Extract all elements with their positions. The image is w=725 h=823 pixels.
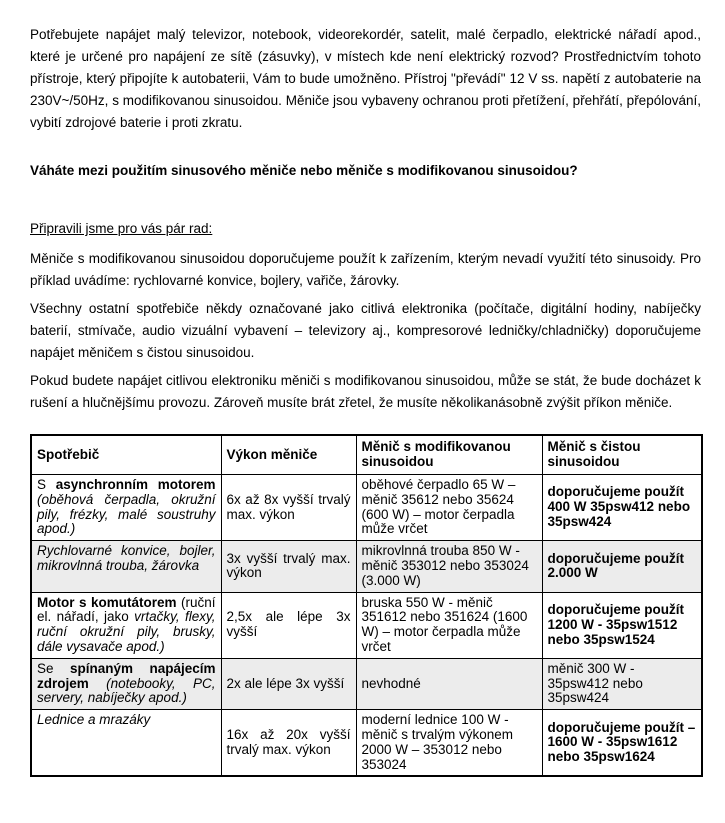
cell-text: Motor s komutátorem	[37, 594, 177, 610]
col-header-menic-cista: Měnič s čistou sinusoidou	[542, 435, 702, 475]
cell-text: 6x až 8x vyšší trvalý max. výkon	[226, 491, 351, 522]
cell-text: (notebooky, PC, servery, nabíječky apod.)	[37, 675, 216, 706]
cell-text: asynchronním motorem	[55, 477, 216, 492]
vykon-menice-cell	[221, 475, 356, 541]
table-row	[31, 541, 702, 592]
cell-text: spínaným napájecím zdrojem	[37, 660, 216, 691]
menic-cista-sinusoida-cell	[542, 710, 702, 777]
table-header-row	[31, 435, 702, 475]
spotrebic-cell	[31, 541, 221, 592]
intro-paragraph: Potřebujete napájet malý televizor, notebook, videorekordér, satelit, malé čerpadlo, elektrické nářadí apod., které je určené pro napájení ze sítě (zásuvky), v místech kde není elektrický rozvod? Prostřednictvím tohoto přístroje, který připojíte k autobaterii, Vám to bude umožněno. Přístroj "převádí" 12 V ss. napětí z autobaterie na 230V~/50Hz, s modifikovanou sinusoidou. Měniče jsou vybaveny ochranou proti přetížení, přehřátí, přepólování, vybití zdrojové baterie i proti zkratu.	[30, 27, 701, 130]
vykon-menice-cell	[221, 592, 356, 658]
cell-text: moderní lednice 100 W - měnič s trvalým výkonem 2000 W – 353012 nebo 353024	[361, 712, 514, 772]
cell-text: 2x ale lépe 3x vyšší	[226, 675, 345, 691]
cell-text: vrtačky, flexy, ruční okružní pily, brusky, dále vysavače apod.)	[37, 609, 216, 654]
spotrebic-cell	[31, 475, 221, 541]
menic-cista-sinusoida-cell	[542, 658, 702, 709]
appliance-inverter-table	[30, 434, 703, 777]
table-row	[31, 710, 702, 777]
cell-text: bruska 550 W - měnič 351612 nebo 351624 (1600 W) – motor čerpadla může vrčet	[361, 594, 528, 654]
menic-modifikovana-sinusoida-cell	[356, 658, 542, 709]
advice-paragraph-warning: Pokud budete napájet citlivou elektroniku měniči s modifikovanou sinusoidou, může se stát, že bude docházet k rušení a hlučnějšímu provozu. Zároveň musíte brát zřetel, že musíte několikanásobně zvýšit příkon měniče.	[30, 373, 701, 410]
cell-text: doporučujeme použít 400 W 35psw412 nebo 35psw424	[547, 484, 691, 529]
vykon-menice-cell	[221, 541, 356, 592]
cell-text: Lednice a mrazáky	[37, 712, 151, 728]
cell-text: doporučujeme použít 1200 W - 35psw1512 nebo 35psw1524	[547, 601, 684, 647]
menic-modifikovana-sinusoida-cell	[356, 592, 542, 658]
cell-text: S	[37, 477, 56, 492]
menic-cista-sinusoida-cell	[542, 592, 702, 658]
vykon-menice-cell	[221, 658, 356, 709]
cell-text: měnič 300 W - 35psw412 nebo 35psw424	[547, 660, 643, 706]
cell-text: Se	[37, 660, 70, 676]
table-row	[31, 592, 702, 658]
cell-text: doporučujeme použít – 1600 W - 35psw1612 nebo 35psw1624	[547, 719, 696, 765]
col-header-spotrebic: Spotřebič	[31, 435, 221, 475]
cell-text	[89, 676, 106, 691]
col-header-menic-modifikovana: Měnič s modifikovanou sinusoidou	[356, 435, 542, 475]
cell-text: 16x až 20x vyšší trvalý max. výkon	[226, 726, 351, 757]
spotrebic-cell	[31, 710, 221, 777]
advice-paragraph-pure-sine: Všechny ostatní spotřebiče někdy označované jako citlivá elektronika (počítače, digitální hodiny, nabíječky baterií, stmívače, audio vizuální vybavení – televizory aj., kompresorové ledničky/chladničky) doporučujeme napájet měničem s čistou sinusoidou.	[30, 301, 701, 360]
cell-text: nevhodné	[361, 675, 421, 691]
menic-cista-sinusoida-cell	[542, 475, 702, 541]
cell-text: (ruční el. nářadí, jako	[37, 594, 216, 625]
cell-text: mikrovlnná trouba 850 W - měnič 353012 nebo 353024 (3.000 W)	[361, 543, 529, 588]
menic-cista-sinusoida-cell	[542, 541, 702, 592]
table-row	[31, 658, 702, 709]
table-row	[31, 475, 702, 541]
tips-heading: Připravili jsme pro vás pár rad:	[30, 221, 213, 236]
cell-text: 2,5x ale lépe 3x vyšší	[226, 609, 351, 640]
cell-text: (oběhová čerpadla, okružní pily, frézky, malé soustruhy apod.)	[37, 491, 216, 537]
spotrebic-cell	[31, 658, 221, 709]
question-heading: Váháte mezi použitím sinusového měniče nebo měniče s modifikovanou sinusoidou?	[30, 163, 578, 178]
col-header-vykon-menice: Výkon měniče	[221, 435, 356, 475]
menic-modifikovana-sinusoida-cell	[356, 475, 542, 541]
cell-text: doporučujeme použít 2.000 W	[547, 550, 684, 581]
vykon-menice-cell	[221, 710, 356, 777]
advice-paragraph-modified-sine: Měniče s modifikovanou sinusoidou doporučujeme použít k zařízením, kterým nevadí využití této sinusoidy. Pro příklad uvádíme: rychlovarné konvice, bojlery, vařiče, žárovky.	[30, 251, 701, 288]
cell-text: oběhové čerpadlo 65 W – měnič 35612 nebo 35624 (600 W) – motor čerpadla může vrčet	[361, 477, 516, 537]
menic-modifikovana-sinusoida-cell	[356, 710, 542, 777]
menic-modifikovana-sinusoida-cell	[356, 541, 542, 592]
spotrebic-cell	[31, 592, 221, 658]
cell-text: Rychlovarné konvice, bojler, mikrovlnná trouba, žárovka	[37, 543, 216, 573]
cell-text: 3x vyšší trvalý max. výkon	[226, 550, 351, 581]
